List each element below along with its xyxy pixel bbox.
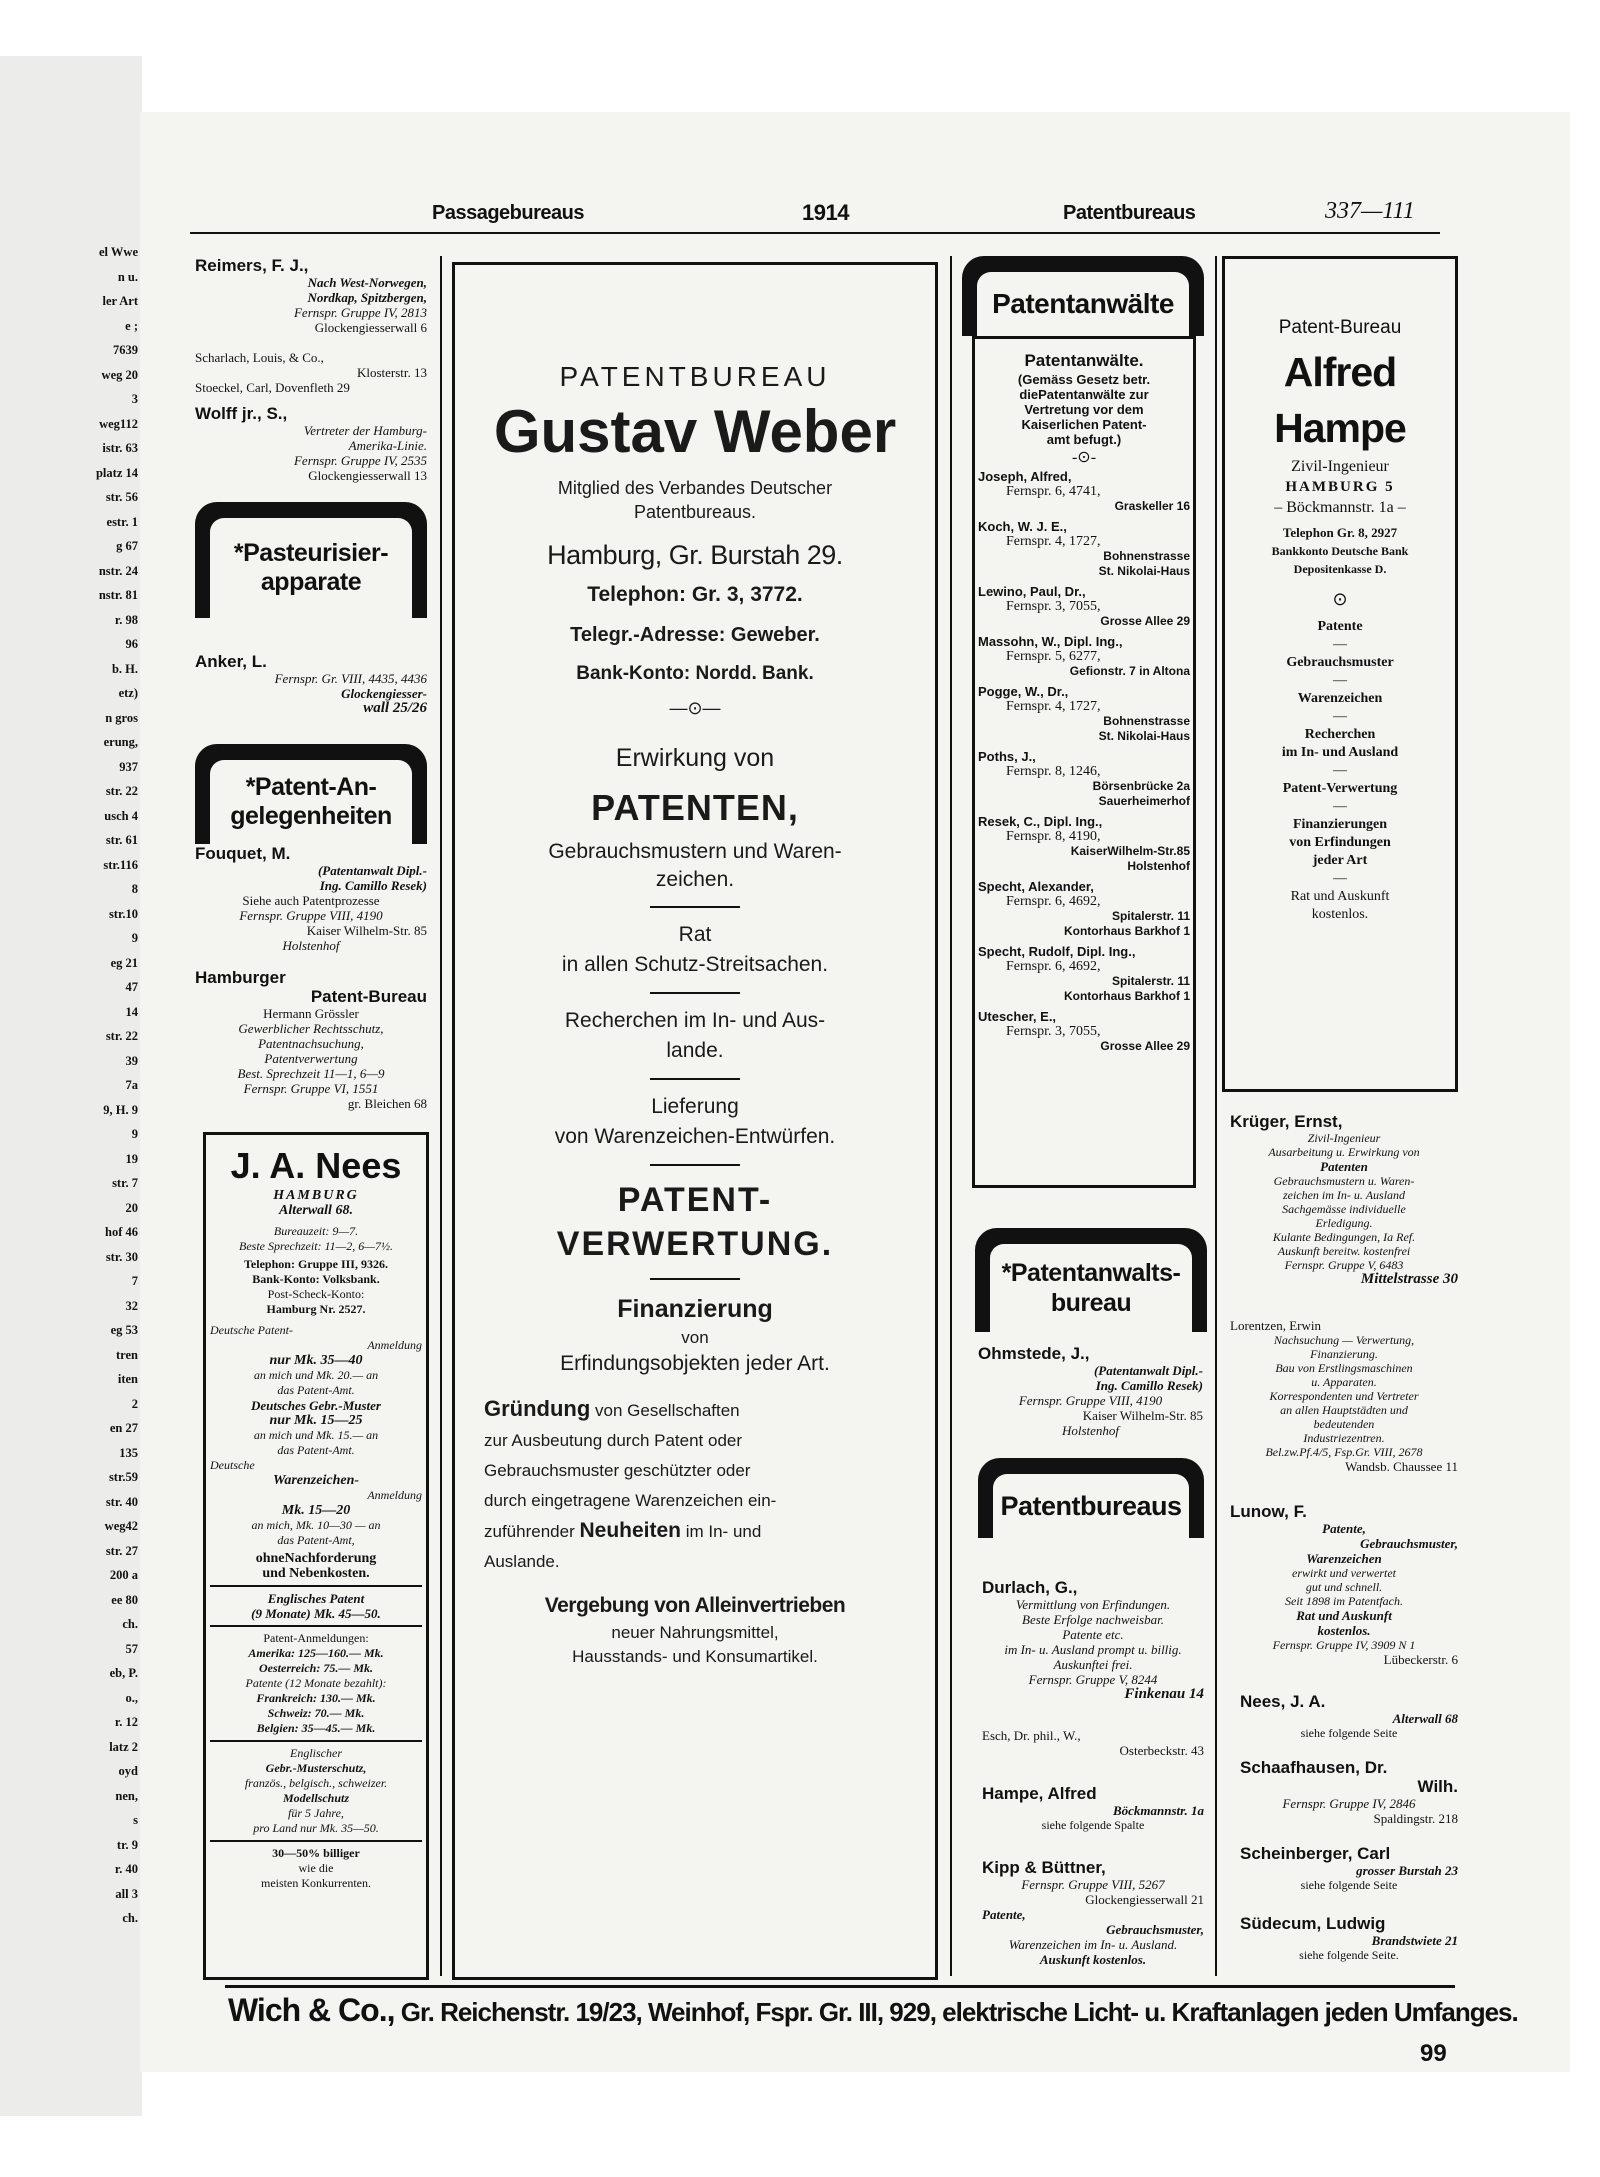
fragment-line: nstr. 24 xyxy=(98,563,138,578)
nees-name: J. A. Nees xyxy=(230,1145,402,1186)
listing-name: Scheinberger, Carl xyxy=(1240,1844,1391,1863)
fragment-line: ch. xyxy=(122,1911,138,1925)
fragment-line: oyd xyxy=(118,1764,138,1778)
listing-suedecum: Südecum, Ludwig Brandstwiete 21 siehe folgende Seite. xyxy=(1240,1914,1458,1962)
attorney-name: Specht, Rudolf, Dipl. Ing., xyxy=(978,944,1136,959)
fragment-line: e ; xyxy=(125,318,138,333)
category-tab-patent-angelegenheiten-label: *Patent-An- gelegenheiten xyxy=(210,760,412,844)
list-item xyxy=(978,684,1190,744)
fragment-line: o., xyxy=(125,1690,138,1705)
fragment-line: str.59 xyxy=(108,1470,138,1484)
category-tab-patentanwaltsbureau-label: *Patentanwalts- bureau xyxy=(990,1244,1192,1332)
header-year: 1914 xyxy=(802,200,849,225)
weber-ornament: —⊙— xyxy=(669,698,721,718)
attorney-detail: Spitalerstr. 11 xyxy=(1111,909,1190,923)
attorney-name: Pogge, W., Dr., xyxy=(978,684,1069,699)
category-tab-patentanwaelte-label: Patentanwälte xyxy=(977,272,1189,336)
fragment-line: 14 xyxy=(125,1004,138,1019)
patentanwaelte-list xyxy=(978,469,1190,1054)
attorney-detail: Fernspr. 6, 4692, xyxy=(1006,894,1101,909)
fragment-line: latz 2 xyxy=(109,1739,138,1754)
fragment-line: el Wwe xyxy=(99,245,138,259)
fragment-line: 32 xyxy=(125,1298,138,1313)
attorney-detail: Fernspr. 6, 4741, xyxy=(1006,484,1101,499)
header-page-number: 337—111 xyxy=(1325,198,1415,224)
fragment-line: str.10 xyxy=(108,906,138,921)
attorney-detail: Grosse Allee 29 xyxy=(1100,1039,1190,1053)
header-right: Patentbureaus xyxy=(1063,202,1196,224)
fragment-line: str. 27 xyxy=(105,1543,138,1558)
fragment-line: 3 xyxy=(131,392,138,406)
attorney-detail: Bohnenstrasse xyxy=(1103,714,1190,728)
fragment-line: weg42 xyxy=(104,1519,138,1533)
attorney-detail: Börsenbrücke 2a xyxy=(1092,779,1190,793)
attorney-detail: Fernspr. 6, 4692, xyxy=(1006,959,1101,974)
fragment-line: str. 7 xyxy=(112,1176,138,1190)
fragment-line: 9 xyxy=(131,931,138,945)
listing-name: Ohmstede, J., xyxy=(978,1344,1090,1363)
list-item xyxy=(978,1009,1190,1054)
list-item xyxy=(978,944,1190,1004)
header-rule xyxy=(190,232,1440,234)
fragment-line: ch. xyxy=(122,1617,138,1631)
fragment-line: en 27 xyxy=(109,1421,138,1435)
list-item xyxy=(978,749,1190,809)
attorney-detail: Bohnenstrasse xyxy=(1103,549,1190,563)
fragment-line: tr. 9 xyxy=(116,1837,138,1852)
listing-name: Anker, L. xyxy=(195,652,267,671)
fragment-line: str. 40 xyxy=(105,1494,138,1509)
fragment-line: weg112 xyxy=(99,416,138,431)
fragment-line: weg 20 xyxy=(101,367,138,382)
hampe-advertisement-content: Patent-Bureau Alfred Hampe Zivil-Ingenieur HAMBURG 5 – Böckmannstr. 1a – Telephon Gr. 8, 2927 Bankkonto Deutsche Bank Depositenkasse D. ⊙ Patente — Gebrauchsmuster — Warenzeichen — Recherchen im In- und Ausland — Patent-Verwertung — Finanzierungen von Erfindungen jeder Art — Rat und Auskunft kostenlos. xyxy=(1228,316,1452,924)
fragment-line: all 3 xyxy=(115,1886,138,1901)
listing-name: Nees, J. A. xyxy=(1240,1692,1326,1711)
listing-nees: Nees, J. A. Alterwall 68 siehe folgende Seite xyxy=(1240,1692,1458,1740)
listing-name: Schaafhausen, Dr. xyxy=(1240,1758,1388,1777)
listing-krueger: Krüger, Ernst, Zivil-Ingenieur Ausarbeitung u. Erwirkung von Patenten Gebrauchsmustern u. Waren- zeichen im In- u. Ausland Sachgemässe individuelle Erledigung. Kulante Bedingungen, Ia Ref. Auskunft bereitw. kostenfrei Fernspr. Gruppe V, 6483 Mittelstrasse 30 xyxy=(1230,1112,1458,1287)
nees-advertisement-content: J. A. Nees HAMBURG Alterwall 68. Bureauzeit: 9—7. Beste Sprechzeit: 11—2, 6—7½. Telephon: Gruppe III, 9326. Bank-Konto: Volksbank. Post-Scheck-Konto: Hamburg Nr. 2527. Deutsche Patent- Anmeldung nur Mk. 35—40 an mich und Mk. 20.— an das Patent-Amt. Deutsches Gebr.-Muster nur Mk. 15—25 an mich und Mk. 15.— an das Patent-Amt. Deutsche Warenzeichen- Anmeldung Mk. 15—20 an mich, Mk. 10—30 — an das Patent-Amt, ohneNachforderung und Nebenkosten. Englisches Patent (9 Monate) Mk. 45—50. Patent-Anmeldungen: Amerika: 125—160.— Mk. Oesterreich: 75.— Mk. Patente (12 Monate bezahlt): Frankreich: 130.— Mk. Schweiz: 70.— Mk. Belgien: 35—45.— Mk. Englischer Gebr.-Musterschutz, französ., belgisch., schweizer. Modellschutz für 5 Jahre, pro Land nur Mk. 35—50. 30—50% billiger wie die meisten Konkurrenten. xyxy=(210,1145,422,1890)
footer-company: Wich & Co., xyxy=(228,1992,395,2028)
fragment-line: r. 12 xyxy=(114,1715,138,1729)
fragment-line: nen, xyxy=(115,1788,138,1803)
attorney-detail: Fernspr. 4, 1727, xyxy=(1006,699,1101,714)
list-item xyxy=(978,634,1190,679)
listing-scheinberger: Scheinberger, Carl grosser Burstah 23 siehe folgende Seite xyxy=(1240,1844,1458,1892)
category-tab-patentbureaus-label: Patentbureaus xyxy=(993,1474,1189,1538)
fragment-line: 937 xyxy=(119,759,138,774)
listing-reimers: Reimers, F. J., Nach West-Norwegen, Nordkap, Spitzbergen, Fernspr. Gruppe IV, 2813 Glockengiesserwall 6 xyxy=(195,256,427,335)
fragment-line: etz) xyxy=(118,686,138,700)
weber-heading: PATENTBUREAU xyxy=(559,361,831,392)
fragment-line: str. 56 xyxy=(105,490,138,504)
attorney-detail: Fernspr. 3, 7055, xyxy=(1006,599,1101,614)
attorney-name: Joseph, Alfred, xyxy=(978,469,1072,484)
attorney-detail: Holstenhof xyxy=(1127,859,1190,873)
fragment-line: 39 xyxy=(125,1053,138,1068)
fragment-line: usch 4 xyxy=(104,808,138,823)
attorney-detail: Grosse Allee 29 xyxy=(1100,614,1190,628)
listing-durlach: Durlach, G., Vermittlung von Erfindungen. Beste Erfolge nachweisbar. Patente etc. im In- u. Ausland prompt u. billig. Auskunftei frei. Fernspr. Gruppe V, 8244 Finkenau 14 xyxy=(982,1578,1204,1702)
list-item xyxy=(978,469,1190,514)
fragment-line: eb, P. xyxy=(109,1666,138,1680)
fragment-line: 200 a xyxy=(109,1568,138,1582)
column-rule xyxy=(1215,256,1217,1976)
fragment-line: eg 53 xyxy=(110,1323,138,1337)
adjacent-page-text xyxy=(96,240,138,1931)
listing-name: Wolff jr., S., xyxy=(195,404,288,423)
fragment-line: r. 40 xyxy=(114,1862,138,1876)
attorney-detail: Kontorhaus Barkhof 1 xyxy=(1063,924,1190,938)
fragment-line: 2 xyxy=(131,1396,138,1411)
listing-name: Hampe, Alfred xyxy=(982,1784,1097,1803)
listing-name: Krüger, Ernst, xyxy=(1230,1112,1343,1131)
listing-name: Reimers, F. J., xyxy=(195,256,309,275)
fragment-line: hof 46 xyxy=(105,1225,138,1239)
attorney-detail: Fernspr. 8, 4190, xyxy=(1006,829,1101,844)
listing-name: Fouquet, M. xyxy=(195,844,291,863)
weber-advertisement-content: PATENTBUREAU Gustav Weber Mitglied des Verbandes Deutscher Patentbureaus. Hamburg, Gr. Burstah 29. Telephon: Gr. 3, 3772. Telegr.-Adresse: Geweber. Bank-Konto: Nordd. Bank. —⊙— Erwirkung von PATENTEN, Gebrauchsmustern und Waren- zeichen. Rat in allen Schutz-Streitsachen. Recherchen im In- und Aus- lande. Lieferung von Warenzeichen-Entwürfen. PATENT- VERWERTUNG. Finanzierung von Erfindungsobjekten jeder Art. Gründung von Gesellschaften zur Ausbeutung durch Patent oder Gebrauchsmuster geschützter oder durch eingetragene Warenzeichen ein- zuführender Neuheiten im In- und Auslande. Vergebung von Alleinvertrieben neuer Nahrungsmittel, Hausstands- und Konsumartikel. xyxy=(462,360,928,1669)
footer-rule xyxy=(225,1985,1455,1988)
attorney-detail: KaiserWilhelm-Str.85 xyxy=(1070,844,1190,858)
fragment-line: 96 xyxy=(125,637,138,651)
attorney-detail: Graskeller 16 xyxy=(1114,499,1190,513)
fragment-line: 8 xyxy=(131,882,138,896)
attorney-name: Resek, C., Dipl. Ing., xyxy=(978,814,1103,829)
footer-page-number: 99 xyxy=(1420,2040,1447,2067)
fragment-line: 7 xyxy=(131,1274,138,1288)
fragment-line: str.116 xyxy=(103,857,138,872)
weber-name: Gustav Weber xyxy=(493,398,897,465)
fragment-line: r. 98 xyxy=(114,612,138,627)
fragment-line: ee 80 xyxy=(111,1592,138,1607)
fragment-line: 19 xyxy=(125,1151,138,1166)
fragment-line: str. 30 xyxy=(105,1249,138,1264)
attorney-detail: Kontorhaus Barkhof 1 xyxy=(1063,989,1190,1003)
fragment-line: 9 xyxy=(131,1127,138,1141)
column-rule xyxy=(950,256,952,1976)
fragment-line: g 67 xyxy=(116,539,138,553)
fragment-line: 7a xyxy=(125,1078,138,1092)
listing-fouquet: Fouquet, M. (Patentanwalt Dipl.- Ing. Camillo Resek) Siehe auch Patentprozesse Fernspr. Gruppe VIII, 4190 Kaiser Wilhelm-Str. 85 Holstenhof xyxy=(195,844,427,953)
fragment-line: 20 xyxy=(125,1200,138,1215)
attorney-detail: Gefionstr. 7 in Altona xyxy=(1069,664,1190,678)
column-rule xyxy=(440,256,442,1976)
listing-anker: Anker, L. Fernspr. Gr. VIII, 4435, 4436 Glockengiesser- wall 25/26 xyxy=(195,652,427,716)
listing-hampe: Hampe, Alfred Böckmannstr. 1a siehe folgende Spalte xyxy=(982,1784,1204,1832)
fragment-line: n gros xyxy=(105,710,138,725)
list-item xyxy=(978,584,1190,629)
fragment-line: 135 xyxy=(119,1445,138,1460)
attorney-detail: Fernspr. 5, 6277, xyxy=(1006,649,1101,664)
patentanwaelte-box-content: Patentanwälte. (Gemäss Gesetz betr. diePatentanwälte zur Vertretung vor dem Kaiserlichen Patent- amt befugt.) -⊙- Joseph, Alfred, Fernspr. 6, 4741, Graskeller 16 Koch, W. J. E., Fernspr. 4, 1727, Bohnenstrasse St. Nikolai-Haus Lewino, Paul, Dr., Fernspr. 3, 7055, Grosse Allee 29 Massohn, W., Dipl. Ing., Fernspr. 5, 6277, Gefionstr. 7 in Altona Pogge, W., Dr., Fernspr. 4, 1727, Bohnenstrasse St. Nikolai-Haus Poths, J., Fernspr. 8, 1246, Börsenbrücke 2a Sauerheimerhof Resek, C., Dipl. Ing., Fernspr. 8, 4190, KaiserWilhelm-Str.85 Holstenhof Specht, Alexander, Fernspr. 6, 4692, Spitalerstr. 11 Kontorhaus Barkhof 1 Specht, Rudolf, Dipl. Ing., Fernspr. 6, 4692, Spitalerstr. 11 Kontorhaus Barkhof 1 Utescher, E., Fernspr. 3, 7055, Grosse Allee 29 xyxy=(978,351,1190,1053)
attorney-name: Utescher, E., xyxy=(978,1009,1057,1024)
adjacent-page-fragment xyxy=(0,56,142,2116)
fragment-line: 57 xyxy=(125,1641,138,1656)
header-left: Passagebureaus xyxy=(432,202,584,224)
footer-text: Gr. Reichenstr. 19/23, Weinhof, Fspr. Gr. III, 929, elektrische Licht- u. Kraftanlagen jeden Umfanges. xyxy=(400,1997,1518,2027)
listing-esch: Esch, Dr. phil., W., Osterbeckstr. 43 xyxy=(982,1728,1204,1758)
fragment-line: nstr. 81 xyxy=(98,588,138,602)
fragment-line: str. 61 xyxy=(105,833,138,847)
fragment-line: str. 22 xyxy=(105,1029,138,1043)
list-item xyxy=(978,879,1190,939)
listing-name: Südecum, Ludwig xyxy=(1240,1914,1386,1933)
fragment-line: 9, H. 9 xyxy=(103,1102,138,1117)
attorney-detail: Fernspr. 8, 1246, xyxy=(1006,764,1101,779)
attorney-detail: Spitalerstr. 11 xyxy=(1111,974,1190,988)
listing-hamburger-patent-bureau: Hamburger Patent-Bureau Hermann Grössler Gewerblicher Rechtsschutz, Patentnachsuchung, Patentverwertung Best. Sprechzeit 11—1, 6—9 Fernspr. Gruppe VI, 1551 gr. Bleichen 68 xyxy=(195,968,427,1111)
listing-name: Kipp & Büttner, xyxy=(982,1858,1106,1877)
hampe-name: Alfred Hampe xyxy=(1274,349,1406,451)
attorney-detail: Fernspr. 4, 1727, xyxy=(1006,534,1101,549)
fragment-line: n u. xyxy=(117,269,138,284)
listing-lorentzen: Lorentzen, Erwin Nachsuchung — Verwertung, Finanzierung. Bau von Erstlingsmaschinen u. Apparaten. Korrespondenten und Vertreter an allen Hauptstädten und bedeutenden Industriezentren. Bel.zw.Pf.4/5, Fsp.Gr. VIII, 2678 Wandsb. Chaussee 11 xyxy=(1230,1318,1458,1474)
attorney-name: Specht, Alexander, xyxy=(978,879,1094,894)
attorney-name: Poths, J., xyxy=(978,749,1036,764)
attorney-name: Massohn, W., Dipl. Ing., xyxy=(978,634,1123,649)
listing-ohmstede: Ohmstede, J., (Patentanwalt Dipl.- Ing. Camillo Resek) Fernspr. Gruppe VIII, 4190 Kaiser Wilhelm-Str. 85 Holstenhof xyxy=(978,1344,1203,1438)
fragment-line: tren xyxy=(116,1347,138,1362)
footer-advertisement xyxy=(228,1992,1518,2029)
attorney-detail: St. Nikolai-Haus xyxy=(1098,729,1190,743)
listing-name: Lunow, F. xyxy=(1230,1502,1307,1521)
attorney-detail: St. Nikolai-Haus xyxy=(1098,564,1190,578)
list-item xyxy=(978,814,1190,874)
fragment-line: iten xyxy=(117,1372,138,1386)
fragment-line: estr. 1 xyxy=(106,514,138,529)
fragment-line: s xyxy=(133,1813,138,1827)
fragment-line: erung, xyxy=(103,735,138,749)
attorney-detail: Fernspr. 3, 7055, xyxy=(1006,1024,1101,1039)
attorney-name: Lewino, Paul, Dr., xyxy=(978,584,1086,599)
fragment-line: ler Art xyxy=(102,294,138,308)
listing-kipp-buettner: Kipp & Büttner, Fernspr. Gruppe VIII, 5267 Glockengiesserwall 21 Patente, Gebrauchsmuster, Warenzeichen im In- u. Ausland. Auskunft kostenlos. xyxy=(982,1858,1204,1967)
fragment-line: 47 xyxy=(125,980,138,994)
listing-schaafhausen: Schaafhausen, Dr. Wilh. Fernspr. Gruppe IV, 2846 Spaldingstr. 218 xyxy=(1240,1758,1458,1826)
attorney-detail: Sauerheimerhof xyxy=(1098,794,1190,808)
listing-lunow: Lunow, F. Patente, Gebrauchsmuster, Warenzeichen erwirkt und verwertet gut und schnell. Seit 1898 im Patentfach. Rat und Auskunft kostenlos. Fernspr. Gruppe IV, 3909 N 1 Lübeckerstr. 6 xyxy=(1230,1502,1458,1667)
fragment-line: str. 22 xyxy=(105,784,138,798)
list-item xyxy=(978,519,1190,579)
fragment-line: 7639 xyxy=(113,343,138,357)
listing-wolff: Wolff jr., S., Vertreter der Hamburg- Amerika-Linie. Fernspr. Gruppe IV, 2535 Glockengiesserwall 13 xyxy=(195,404,427,483)
fragment-line: istr. 63 xyxy=(102,441,138,455)
category-tab-pasteurisier-label: *Pasteurisier- apparate xyxy=(210,518,412,618)
listing-scharlach: Scharlach, Louis, & Co., Klosterstr. 13 Stoeckel, Carl, Dovenfleth 29 xyxy=(195,350,427,395)
fragment-line: eg 21 xyxy=(110,955,138,970)
fragment-line: b. H. xyxy=(111,661,138,676)
listing-name: Durlach, G., xyxy=(982,1578,1078,1597)
attorney-name: Koch, W. J. E., xyxy=(978,519,1067,534)
fragment-line: platz 14 xyxy=(95,465,138,480)
